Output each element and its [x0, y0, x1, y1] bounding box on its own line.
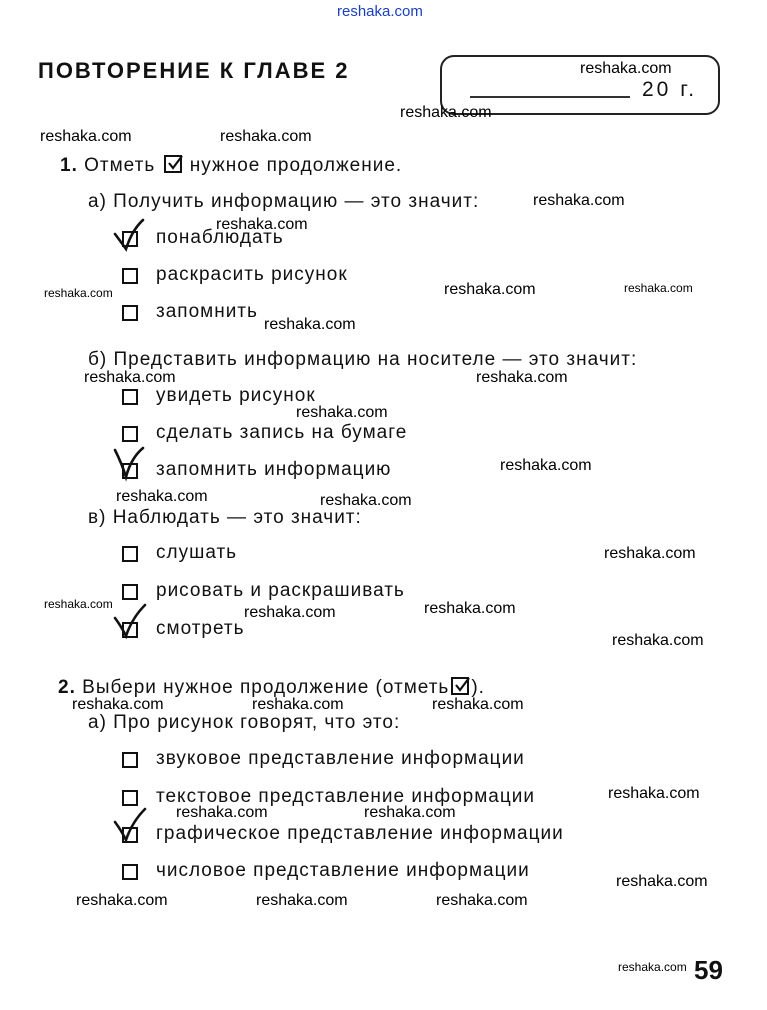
- watermark: reshaka.com: [220, 128, 312, 145]
- watermark: reshaka.com: [256, 892, 348, 909]
- watermark: reshaka.com: [84, 369, 176, 386]
- question-text-before: Выбери нужное продолжение (отметь: [82, 677, 450, 698]
- question-number: 1.: [60, 155, 78, 176]
- option-label: понаблюдать: [156, 227, 284, 248]
- watermark: reshaka.com: [296, 404, 388, 421]
- watermark: reshaka.com: [624, 281, 693, 295]
- option-label: графическое представление информации: [156, 823, 564, 844]
- question-2: [58, 677, 485, 699]
- watermark: reshaka.com: [264, 316, 356, 333]
- checkbox-icon: [451, 677, 469, 695]
- watermark: reshaka.com: [244, 604, 336, 621]
- option-label: звуковое представление информации: [156, 748, 525, 769]
- option-label: запомнить информацию: [156, 459, 392, 480]
- question-number: 2.: [58, 677, 76, 698]
- handwritten-check-icon: [112, 808, 146, 842]
- watermark: reshaka.com: [216, 216, 308, 233]
- checkbox-1a-2[interactable]: [122, 268, 138, 284]
- date-year: 20 г.: [642, 78, 698, 101]
- subquestion-label: б) Представить информацию на носителе — это значит:: [88, 349, 638, 370]
- option-label: раскрасить рисунок: [156, 264, 348, 285]
- watermark: reshaka.com: [364, 804, 456, 821]
- question-text-before: Отметь: [84, 155, 156, 176]
- checkbox-2a-2[interactable]: [122, 790, 138, 806]
- watermark: reshaka.com: [432, 696, 524, 713]
- page-title: ПОВТОРЕНИЕ К ГЛАВЕ 2: [38, 58, 350, 83]
- watermark: reshaka.com: [608, 785, 700, 802]
- option-label: слушать: [156, 542, 238, 563]
- checkbox-1c-2[interactable]: [122, 584, 138, 600]
- watermark: reshaka.com: [424, 600, 516, 617]
- watermark: reshaka.com: [72, 696, 164, 713]
- watermark: reshaka.com: [612, 632, 704, 649]
- checkbox-1a-3[interactable]: [122, 305, 138, 321]
- date-line: [470, 96, 630, 98]
- watermark: reshaka.com: [580, 60, 672, 77]
- subquestion-label: а) Получить информацию — это значит:: [88, 191, 480, 212]
- watermark: reshaka.com: [604, 545, 696, 562]
- checkbox-icon: [164, 155, 182, 173]
- watermark: reshaka.com: [533, 192, 625, 209]
- subquestion-label: в) Наблюдать — это значит:: [88, 507, 362, 528]
- watermark: reshaka.com: [320, 492, 412, 509]
- checkbox-1b-1[interactable]: [122, 389, 138, 405]
- watermark: reshaka.com: [176, 804, 268, 821]
- subquestion-label: а) Про рисунок говорят, что это:: [88, 712, 401, 733]
- watermark: reshaka.com: [76, 892, 168, 909]
- watermark-top: reshaka.com: [337, 3, 423, 20]
- watermark: reshaka.com: [252, 696, 344, 713]
- handwritten-check-icon: [112, 604, 146, 638]
- watermark: reshaka.com: [44, 597, 113, 611]
- watermark: reshaka.com: [476, 369, 568, 386]
- watermark: reshaka.com: [500, 457, 592, 474]
- handwritten-check-icon: [112, 446, 146, 480]
- option-label: увидеть рисунок: [156, 385, 316, 406]
- question-text-after: ).: [471, 677, 485, 698]
- option-label: рисовать и раскрашивать: [156, 580, 405, 601]
- handwritten-check-icon: [112, 218, 146, 252]
- option-label: запомнить: [156, 301, 258, 322]
- watermark: reshaka.com: [618, 960, 687, 974]
- page-number: 59: [694, 955, 723, 985]
- watermark: reshaka.com: [40, 128, 132, 145]
- watermark: reshaka.com: [44, 286, 113, 300]
- checkbox-2a-4[interactable]: [122, 864, 138, 880]
- watermark: reshaka.com: [616, 873, 708, 890]
- watermark: reshaka.com: [400, 104, 492, 121]
- checkbox-1c-1[interactable]: [122, 546, 138, 562]
- question-text-after: нужное продолжение.: [189, 155, 403, 176]
- question-1: [60, 155, 402, 177]
- option-label: текстовое представление информации: [156, 786, 535, 807]
- checkbox-2a-1[interactable]: [122, 752, 138, 768]
- watermark: reshaka.com: [116, 488, 208, 505]
- option-label: сделать запись на бумаге: [156, 422, 408, 443]
- option-label: числовое представление информации: [156, 860, 530, 881]
- option-label: смотреть: [156, 618, 245, 639]
- checkbox-1b-2[interactable]: [122, 426, 138, 442]
- watermark: reshaka.com: [436, 892, 528, 909]
- watermark: reshaka.com: [444, 281, 536, 298]
